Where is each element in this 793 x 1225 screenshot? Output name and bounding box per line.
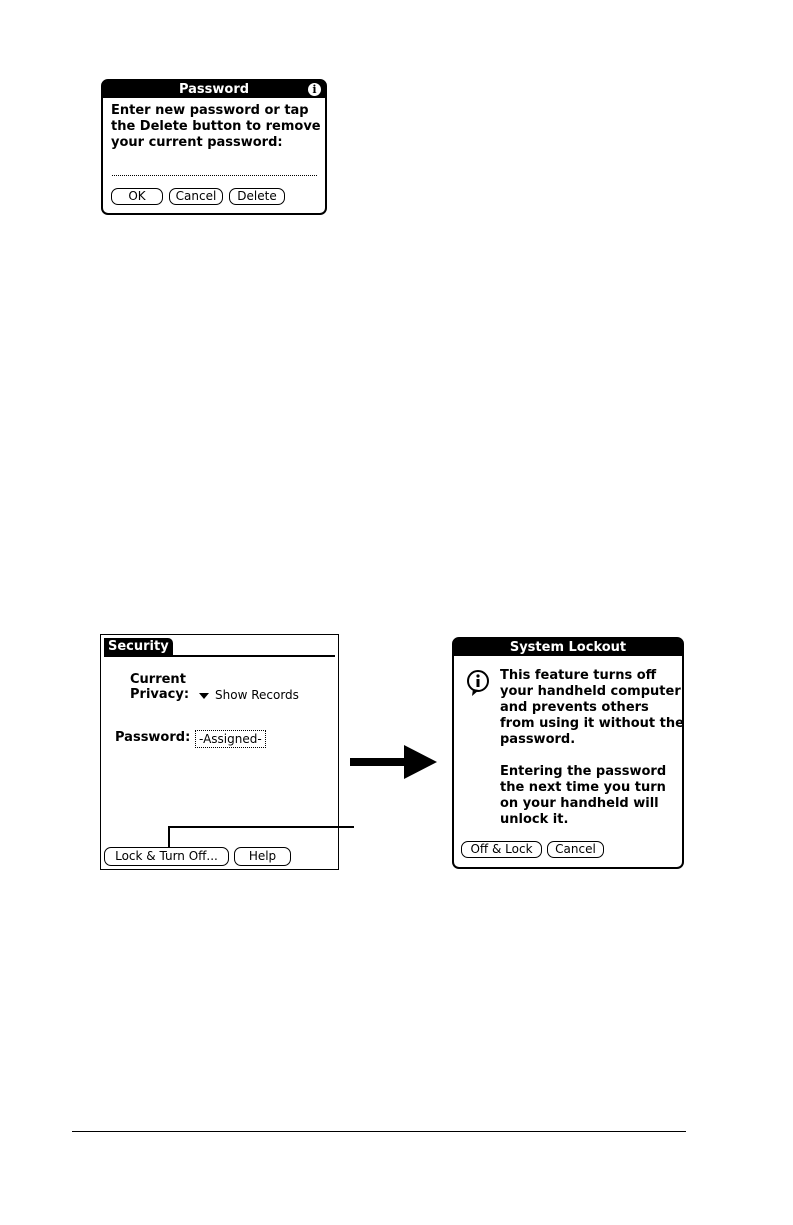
right-arrow-icon [350, 745, 438, 779]
password-dialog-message: Enter new password or tap the Delete button to remove your current password: [111, 103, 321, 150]
security-tab: Security [104, 638, 173, 656]
password-dialog [101, 79, 327, 215]
callout-line [168, 826, 358, 848]
info-bubble-icon [466, 669, 492, 697]
privacy-label: Privacy: [130, 687, 190, 702]
lockout-cancel-button[interactable]: Cancel [547, 841, 604, 858]
delete-button[interactable]: Delete [229, 188, 285, 205]
help-button[interactable]: Help [234, 847, 291, 866]
password-label: Password: [115, 730, 191, 745]
off-and-lock-button[interactable]: Off & Lock [461, 841, 542, 858]
password-box[interactable]: -Assigned- [195, 730, 266, 748]
system-lockout-dialog [452, 637, 684, 869]
footer-rule [72, 1131, 686, 1132]
lockout-dialog-title: System Lockout [454, 639, 682, 656]
dropdown-triangle-icon [199, 693, 209, 699]
password-input-field[interactable] [112, 175, 317, 176]
ok-button[interactable]: OK [111, 188, 163, 205]
cancel-button[interactable]: Cancel [169, 188, 223, 205]
current-label: Current [130, 672, 186, 687]
password-dialog-title: Password [103, 81, 325, 98]
title-rule [104, 655, 335, 657]
lockout-dialog-message: This feature turns off your handheld computer and prevents others from using it without the password. Entering the password the next time you turn on your handheld will unlock it. [500, 668, 684, 827]
privacy-value: Show Records [215, 688, 299, 702]
info-icon[interactable]: i [308, 83, 321, 96]
lock-turn-off-button[interactable]: Lock & Turn Off... [104, 847, 229, 866]
privacy-selector[interactable] [199, 687, 299, 703]
